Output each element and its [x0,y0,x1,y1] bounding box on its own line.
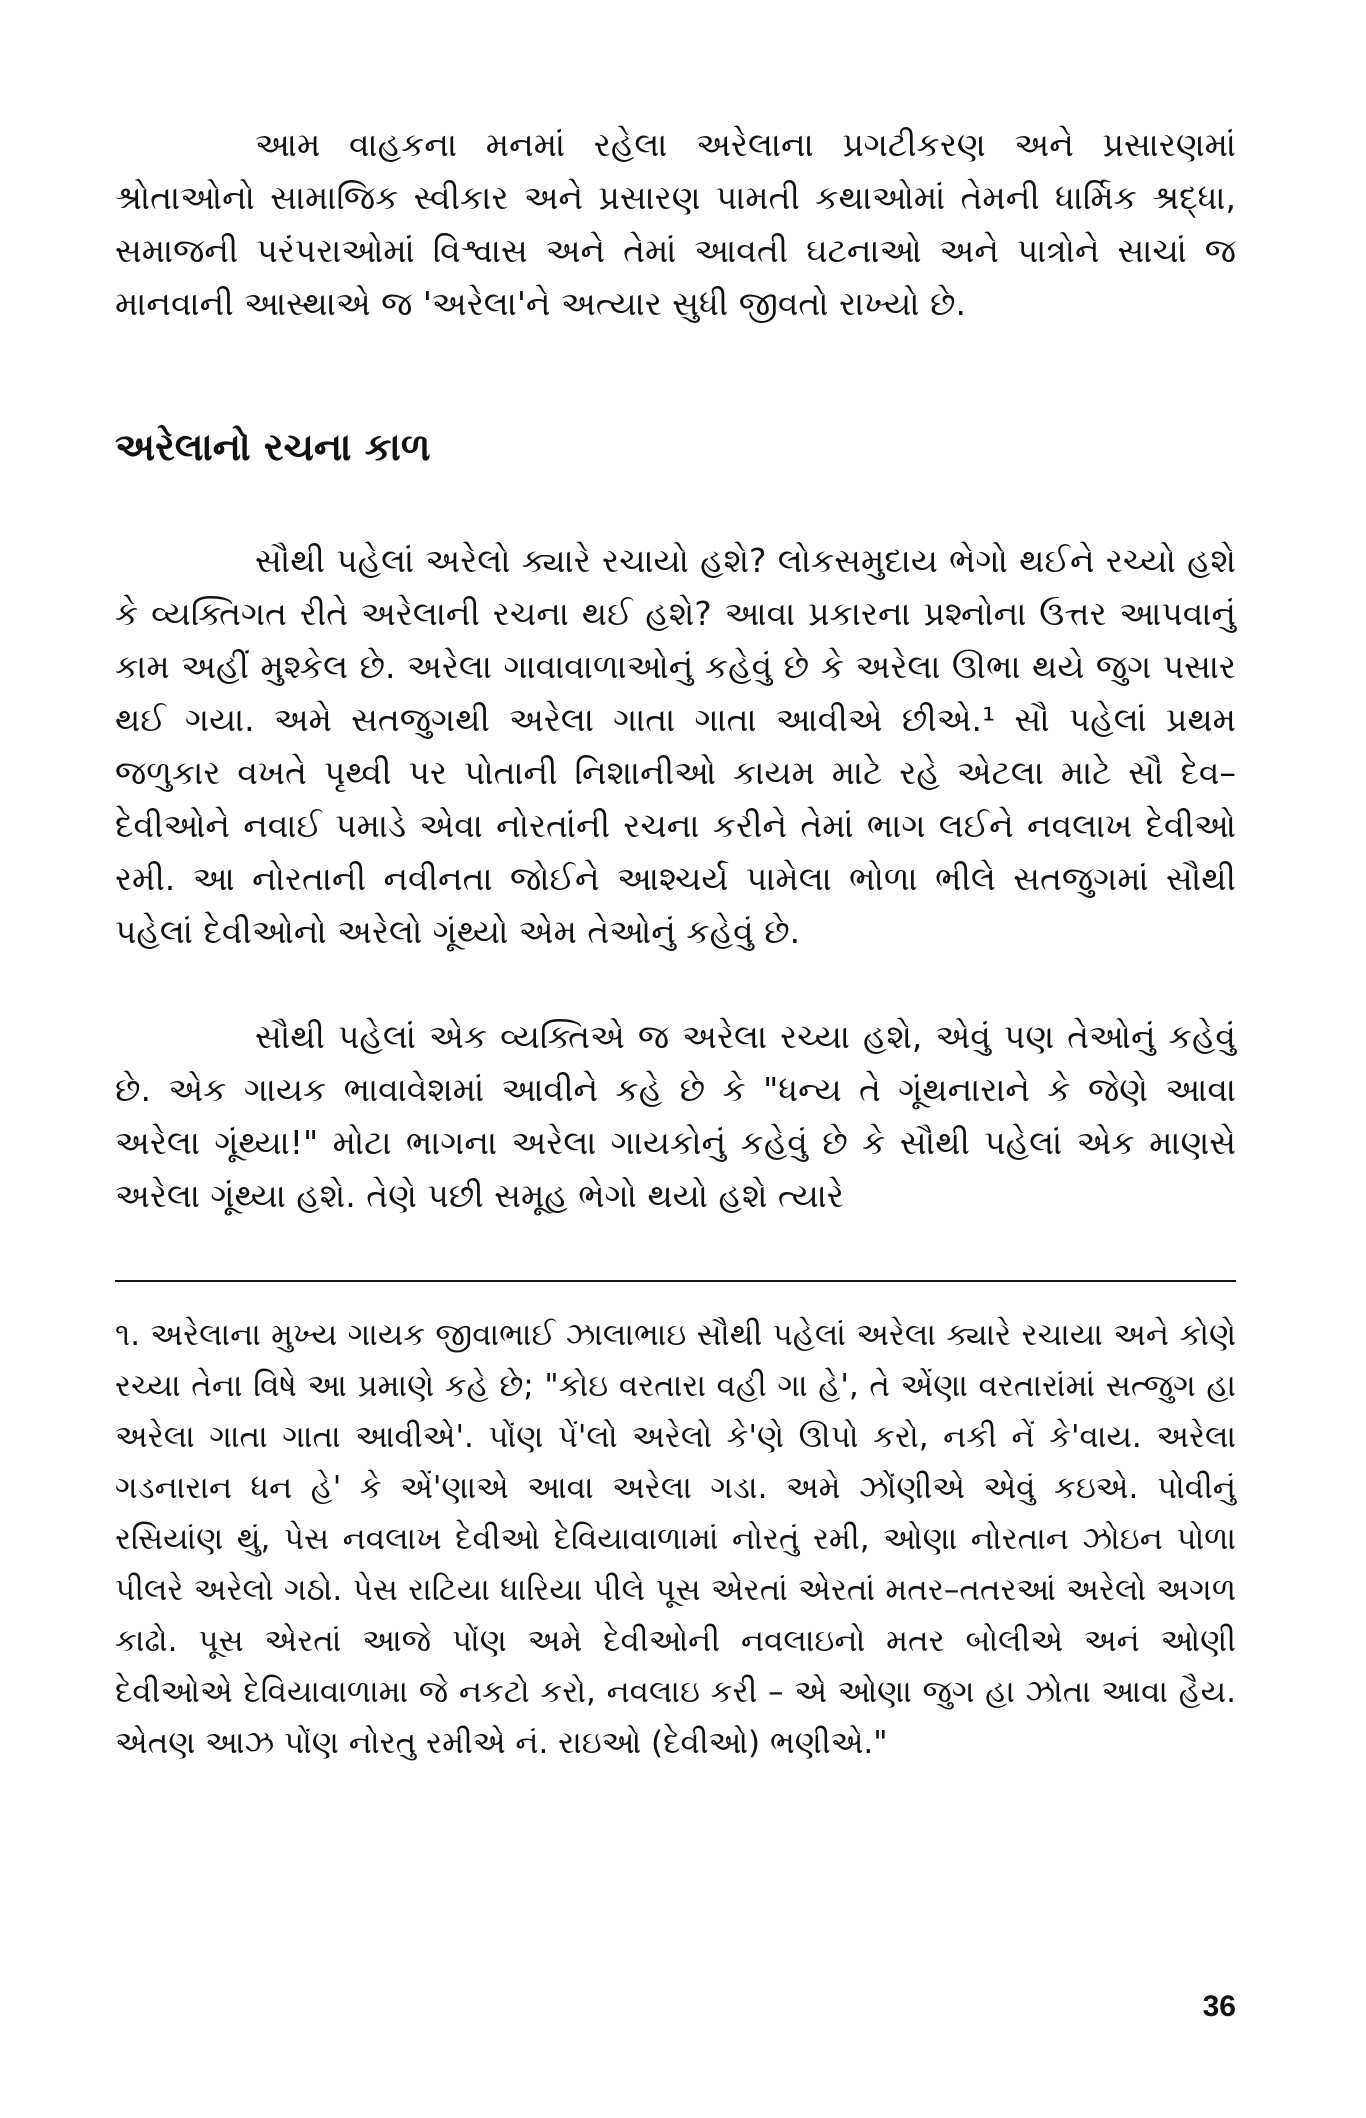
paragraph-spacer [115,958,1236,1010]
footnote-divider [115,1280,1236,1282]
page-number: 36 [1202,1990,1236,2023]
section-heading: અરેલાનો રચના કાળ [115,425,431,469]
footnote: ૧. અરેલાના મુખ્ય ગાયક જીવાભાઈ ઝાલાભાઇ સૌથી પહેલાં અરેલા ક્યારે રચાયા અને કોણે રચ્યા તેના વિષે આ પ્રમાણે કહે છે; "કોઇ વરતારા વહી ગા હે', તે એંણા વરતારાંમાં સત્જુગ હા અરેલા ગાતા ગાતા આવીએ'. પોંણ પેં'લો અરેલો કે'ણે ઊપો કરો, નકી નેં કે'વાય. અરેલા ગડનારાન ધન હે' કે એં'ણાએ આવા અરેલા ગડા. અમે ઝોંણીએ એવું કઇએ. પોવીનું રસિયાંણ થું, પેસ નવલાખ દેવીઓ દેવિયાવાળામાં નોરતું રમી, ઓણા નોરતાન ઝોઇન પોળા પીલરે અરેલો ગઠો. પેસ રાટિયા ધારિયા પીલે પૂસ એરતાં એરતાં મતર–તતરઆં અરેલો અગળ કાઢો. પૂસ એરતાં આજે પોંણ અમે દેવીઓની નવલાઇનો મતર બોલીએ અનં ઓણી દેવીઓએ દેવિયાવાળામા જે નકટો કરો, નવલાઇ કરી – એ ઓણા જુગ હા ઝોતા આવા હૈય. એતણ આઝ પોંણ નોરતુ રમીએ નં. રાઇઓ (દેવીઓ) ભણીએ." [115,1317,1236,1761]
body-paragraph-2: સૌથી પહેલાં એક વ્યક્તિએ જ અરેલા રચ્યા હશે, એવું પણ તેઓનું કહેવું છે. એક ગાયક ભાવાવેશમાં આવીને કહે છે કે "ધન્ય તે ગૂંથનારાને કે જેણે આવા અરેલા ગૂંથ્યા!" મોટા ભાગના અરેલા ગાયકોનું કહેવું છે કે સૌથી પહેલાં એક માણસે અરેલા ગૂંથ્યા હશે. તેણે પછી સમૂહ ભેગો થયો હશે ત્યારે [115,1017,1236,1215]
body-paragraph-1: સૌથી પહેલાં અરેલો ક્યારે રચાયો હશે? લોકસમુદાય ભેગો થઈને રચ્યો હશે કે વ્યક્તિગત રીતે અરેલાની રચના થઈ હશે? આવા પ્રકારના પ્રશ્નોના ઉત્તર આપવાનું કામ અહીં મુશ્કેલ છે. અરેલા ગાવાવાળાઓનું કહેવું છે કે અરેલા ઊભા થયે જુગ પસાર થઈ ગયા. અમે સતજુગથી અરેલા ગાતા ગાતા આવીએ છીએ.¹ સૌ પહેલાં પ્રથમ જળુકાર વખતે પૃથ્વી પર પોતાની નિશાનીઓ કાયમ માટે રહે એટલા માટે સૌ દેવ–દેવીઓને નવાઈ પમાડે એવા નોરતાંની રચના કરીને તેમાં ભાગ લઈને નવલાખ દેવીઓ રમી. આ નોરતાની નવીનતા જોઈને આશ્ચર્ય પામેલા ભોળા ભીલે સતજુગમાં સૌથી પહેલાં દેવીઓનો અરેલો ગૂંથ્યો એમ તેઓનું કહેવું છે. [115,541,1236,951]
intro-paragraph: આમ વાહકના મનમાં રહેલા અરેલાના પ્રગટીકરણ અને પ્રસારણમાં શ્રોતાઓનો સામાજિક સ્વીકાર અને પ્રસારણ પામતી કથાઓમાં તેમની ધાર્મિક શ્રદ્ધા, સમાજની પરંપરાઓમાં વિશ્વાસ અને તેમાં આવતી ઘટનાઓ અને પાત્રોને સાચાં જ માનવાની આસ્થાએ જ 'અરેલા'ને અત્યાર સુધી જીવતો રાખ્યો છે. [115,125,1236,323]
